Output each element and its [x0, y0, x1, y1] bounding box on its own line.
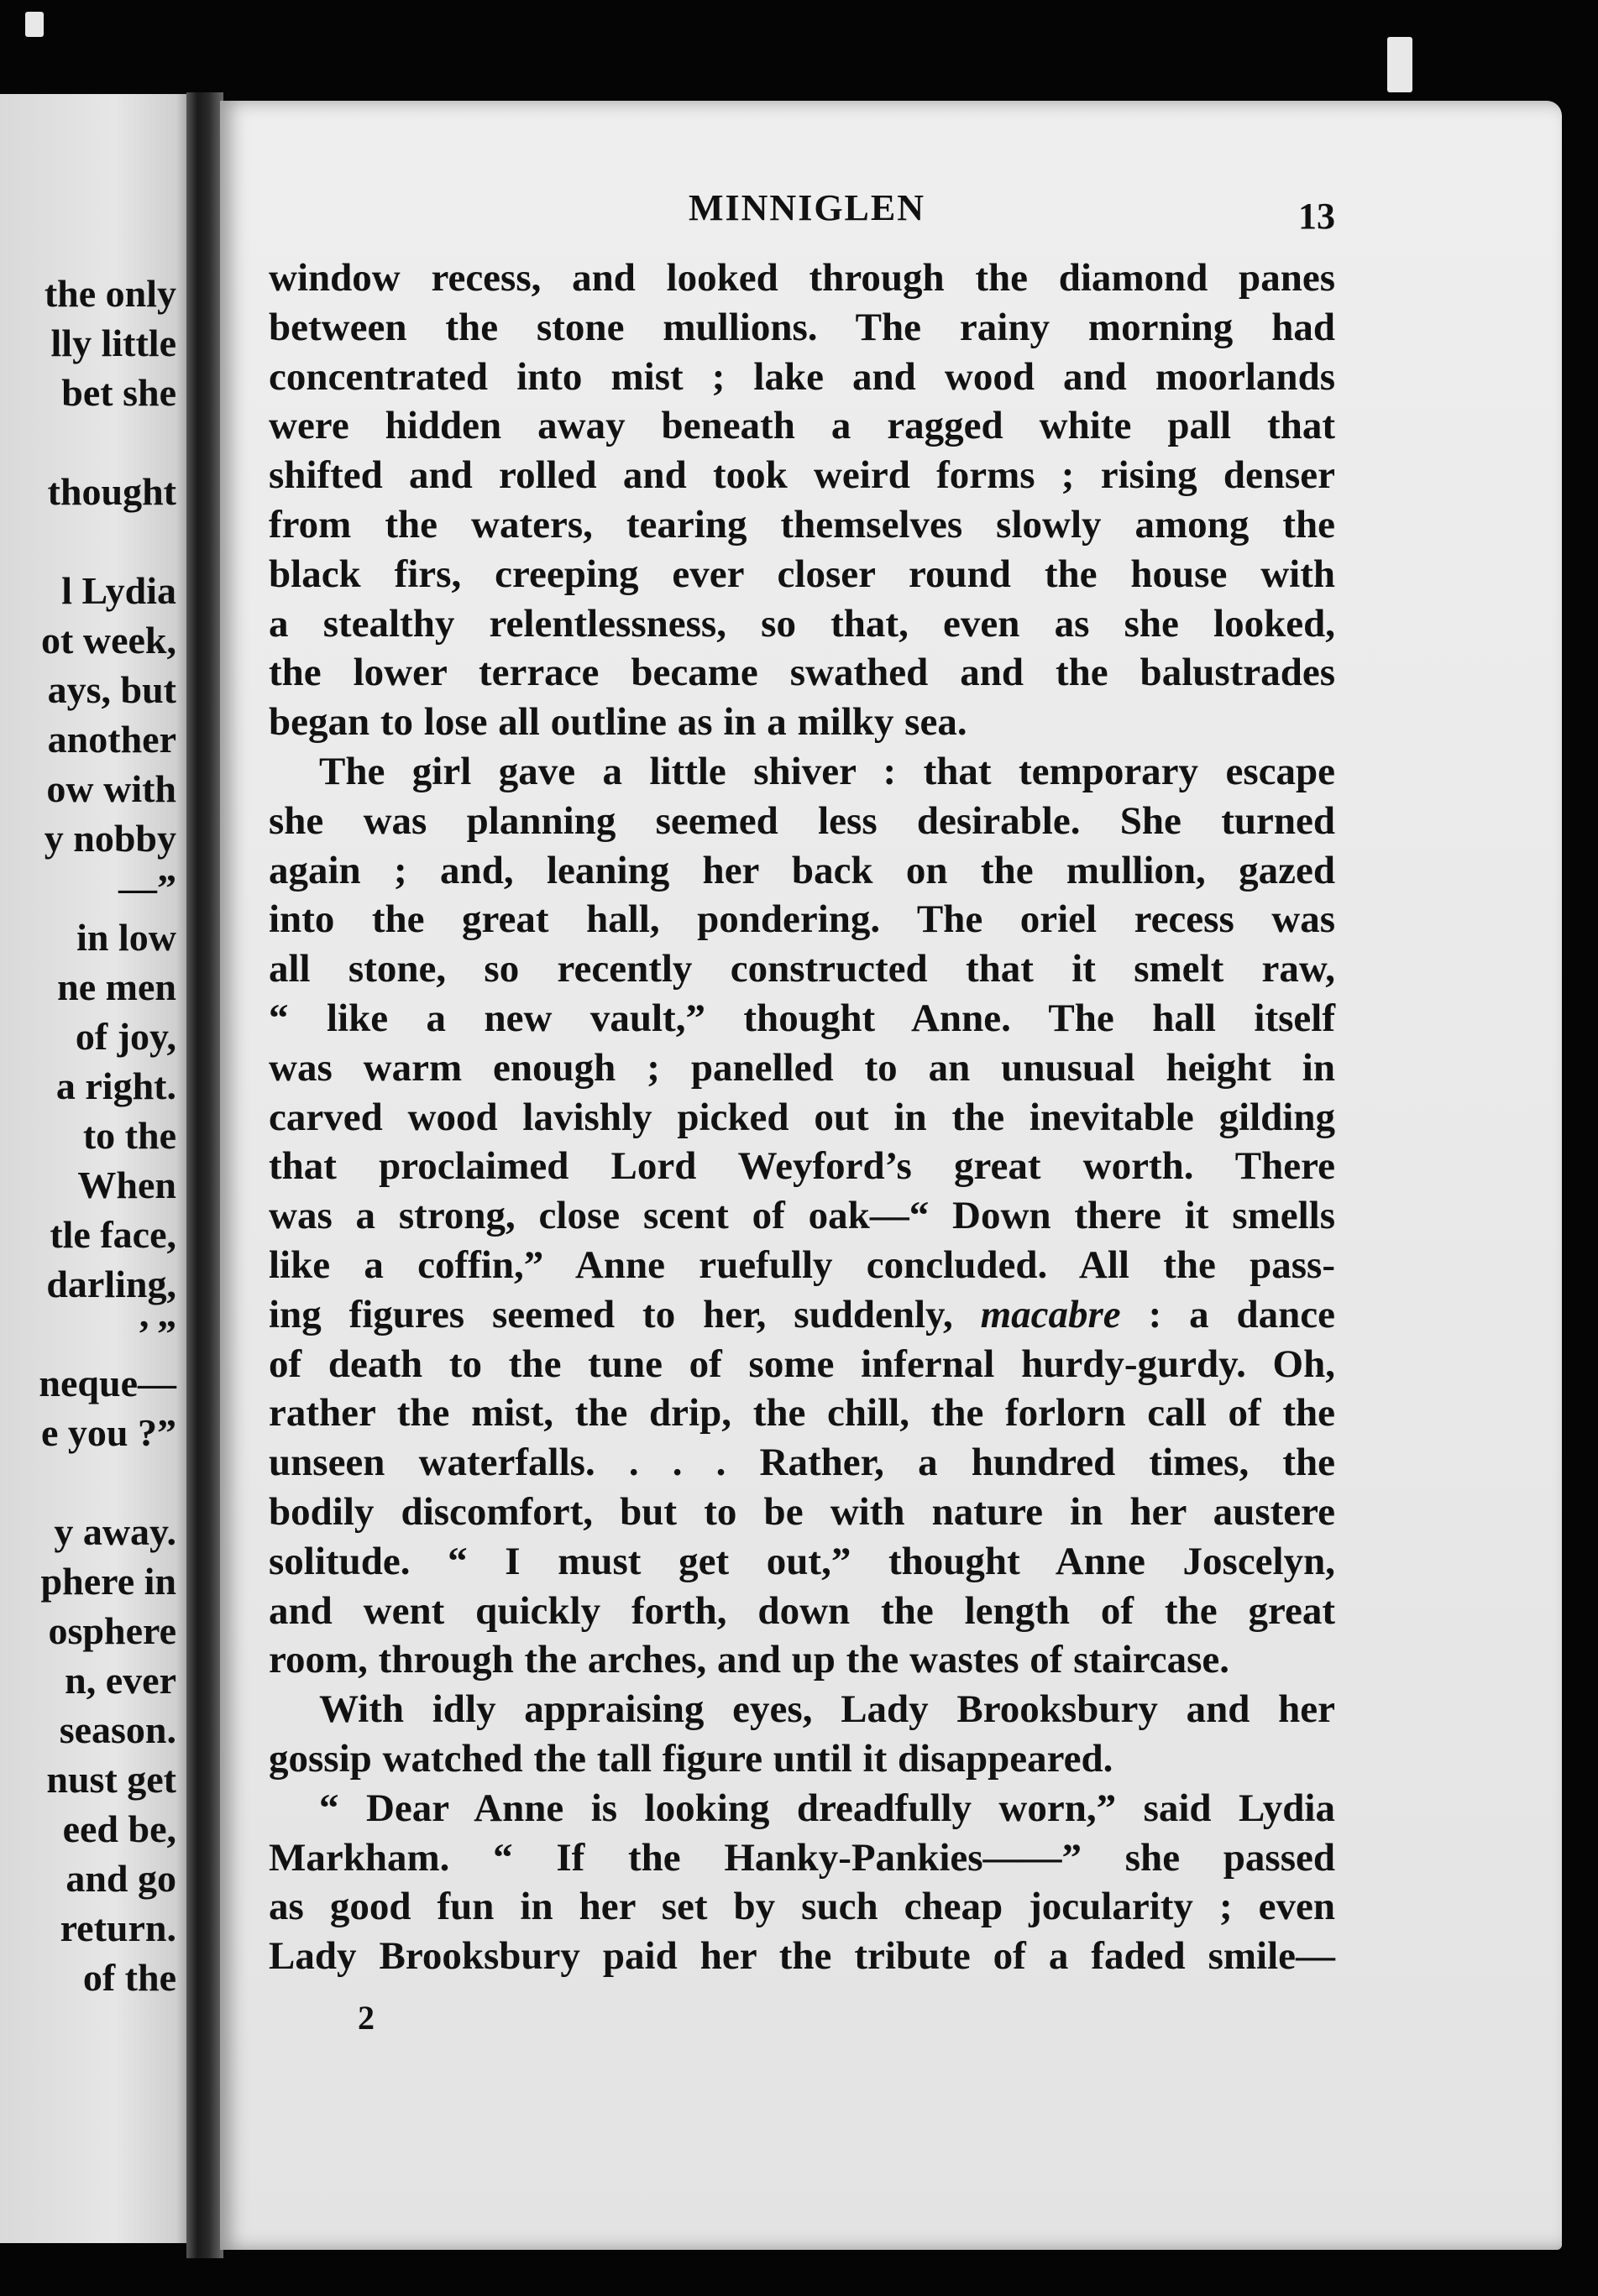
body-text [269, 254, 1335, 1981]
text-line: a stealthy relentlessness, so that, even as she looked, [269, 601, 1335, 646]
text-line: unseen waterfalls. . . . Rather, a hundred times, the [269, 1441, 1335, 1485]
scan-speck [25, 12, 44, 37]
text-line: again ; and, leaning her back on the mullion, gazed [269, 848, 1335, 892]
text-line: was a strong, close scent of oak—“ Down there it smells [269, 1194, 1335, 1238]
left-text-line: of the [82, 1956, 176, 1999]
left-page-text [0, 269, 176, 2002]
text-line: and went quickly forth, down the length of the great [269, 1588, 1335, 1633]
left-text-line: thought [47, 470, 176, 513]
left-text-line: ot week, [41, 619, 176, 662]
text-line: shifted and rolled and took weird forms ; rising denser [269, 453, 1335, 498]
text-line: concentrated into mist ; lake and wood and moorlands [269, 354, 1335, 399]
left-page [0, 94, 191, 2243]
left-text-line: of joy, [75, 1015, 176, 1058]
left-text-line: season. [59, 1708, 176, 1751]
left-text-line: bet she [61, 371, 176, 414]
text-line: “ Dear Anne is looking dreadfully worn,” said Lydia [319, 1786, 1335, 1830]
running-head: MINNIGLEN [689, 187, 926, 228]
text-line: was warm enough ; panelled to an unusual height in [269, 1045, 1335, 1090]
left-text-line: darling, [46, 1263, 176, 1305]
left-text-line: —” [118, 866, 176, 909]
text-line: gossip watched the tall figure until it disappeared. [269, 1736, 1113, 1781]
left-text-line: osphere [48, 1609, 176, 1652]
book-gutter [186, 92, 223, 2258]
text-line: rather the mist, the drip, the chill, the forlorn call of the [269, 1391, 1335, 1436]
left-text-line [0, 1457, 176, 1507]
text-line: were hidden away beneath a ragged white pall that [269, 404, 1335, 448]
scan-speck [1387, 37, 1412, 92]
text-line: Markham. “ If the Hanky-Pankies——” she passed [269, 1835, 1335, 1880]
text-line: With idly appraising eyes, Lady Brooksbury and her [319, 1687, 1335, 1732]
text-line: like a coffin,” Anne ruefully concluded. All the pass- [269, 1242, 1335, 1287]
left-text-line: When [77, 1164, 176, 1206]
text-line: from the waters, tearing themselves slowly among the [269, 502, 1335, 547]
left-text-line: eed be, [62, 1807, 176, 1850]
left-text-line: a right. [55, 1064, 176, 1107]
text-line: all stone, so recently constructed that it smelt raw, [269, 947, 1335, 991]
left-text-line: n, ever [65, 1659, 176, 1702]
text-line: as good fun in her set by such cheap jocularity ; even [269, 1885, 1335, 1929]
left-text-line: ne men [57, 965, 176, 1008]
left-text-line: another [47, 718, 176, 761]
left-text-line: tle face, [50, 1213, 176, 1256]
left-text-line: ays, but [47, 668, 176, 711]
text-line: carved wood lavishly picked out in the inevitable gilding [269, 1095, 1335, 1139]
text-line: “ like a new vault,” thought Anne. The hall itself [269, 996, 1335, 1040]
text-line: the lower terrace became swathed and the balustrades [269, 651, 1335, 695]
left-text-line: neque— [39, 1362, 176, 1404]
text-line: bodily discomfort, but to be with nature in her austere [269, 1489, 1335, 1534]
page-number: 13 [1298, 196, 1335, 237]
left-text-line: ’ ” [137, 1312, 176, 1355]
text-line: began to lose all outline as in a milky sea. [269, 700, 967, 745]
left-text-line: y nobby [44, 817, 176, 860]
text-line: that proclaimed Lord Weyford’s great worth. There [269, 1144, 1335, 1189]
left-text-line: phere in [40, 1560, 176, 1603]
text-line: between the stone mullions. The rainy morning had [269, 305, 1335, 349]
left-text-line: the only [44, 272, 176, 315]
text-line: of death to the tune of some infernal hurdy-gurdy. Oh, [269, 1342, 1335, 1386]
text-line: Lady Brooksbury paid her the tribute of a faded smile— [269, 1934, 1335, 1979]
text-line: she was planning seemed less desirable. She turned [269, 798, 1335, 843]
left-text-line: y away. [54, 1510, 176, 1553]
text-line: black firs, creeping ever closer round the house with [269, 552, 1335, 596]
left-text-line: nust get [46, 1758, 176, 1801]
left-text-line: return. [60, 1906, 176, 1949]
text-line: ing figures seemed to her, suddenly, macabre : a dance [269, 1292, 1335, 1336]
left-text-line: e you ?” [41, 1411, 176, 1454]
left-text-line: ow with [46, 767, 176, 810]
signature-mark: 2 [358, 1999, 375, 2037]
text-line: window recess, and looked through the diamond panes [269, 256, 1335, 300]
left-text-line [0, 417, 176, 467]
italic-word: macabre [980, 1292, 1121, 1336]
text-line: into the great hall, pondering. The oriel recess was [269, 897, 1335, 942]
left-text-line: l Lydia [61, 569, 176, 612]
left-text-line [0, 516, 176, 566]
left-text-line: and go [65, 1857, 176, 1900]
text-line: solitude. “ I must get out,” thought Anne Joscelyn, [269, 1539, 1335, 1583]
left-text-line: lly little [50, 322, 176, 364]
text-line: room, through the arches, and up the wastes of staircase. [269, 1638, 1229, 1682]
left-text-line: to the [82, 1114, 176, 1157]
left-text-line: in low [76, 916, 176, 959]
text-line: The girl gave a little shiver : that temporary escape [319, 749, 1335, 793]
